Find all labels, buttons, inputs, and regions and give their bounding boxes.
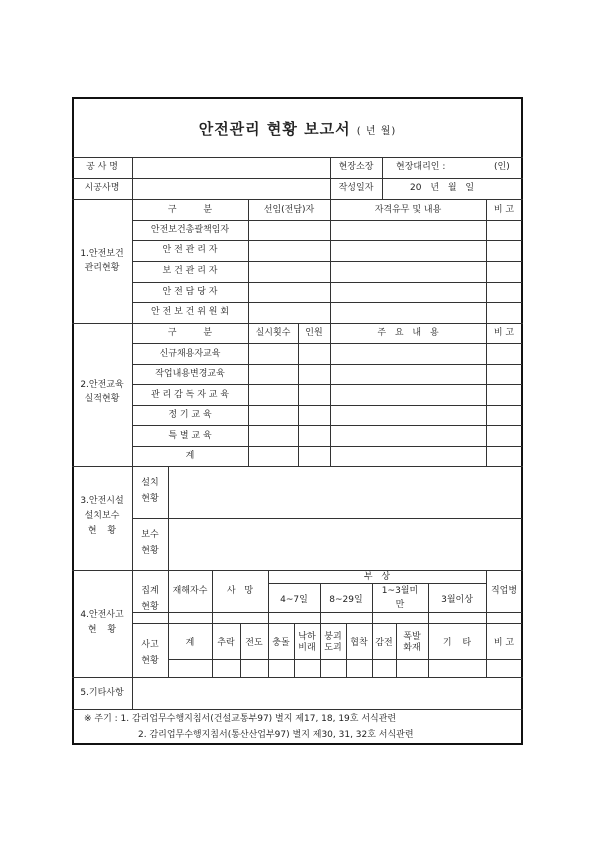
rule — [132, 220, 522, 221]
rule — [72, 466, 523, 467]
frame-bottom — [72, 743, 523, 745]
rule — [168, 623, 169, 677]
rule — [372, 623, 373, 677]
install-status-line1: 설치 — [141, 478, 159, 488]
rule — [132, 157, 133, 199]
section2-header-note: 비 고 — [493, 328, 515, 338]
section2-label-line2: 실적현황 — [84, 394, 120, 404]
repair-status-line2: 현황 — [141, 546, 159, 556]
rule — [428, 623, 429, 677]
section2-header-content: 주 요 내 용 — [377, 328, 439, 338]
accident-status-line2: 현황 — [141, 656, 159, 666]
fall-header: 추락 — [217, 638, 235, 648]
section2-label-line1: 2.안전교육 — [80, 380, 124, 390]
total-status-line2: 현황 — [141, 602, 159, 612]
date-value: 20 년 월 일 — [410, 183, 475, 193]
injury-8-29-header: 8~29일 — [329, 595, 363, 605]
rule — [298, 323, 299, 466]
rule — [132, 240, 522, 241]
section2-row: 특 별 교 육 — [168, 431, 212, 441]
section2-row: 관 리 감 독 자 교 육 — [150, 390, 230, 400]
collapse-line1: 붕괴 — [324, 632, 342, 642]
form-title-main: 안전관리 현황 보고서 — [198, 120, 351, 138]
section3-label — [72, 496, 132, 537]
section1-label-line2: 관리현황 — [84, 263, 120, 273]
frame-top — [72, 97, 523, 99]
injury-1-3m-line2: 만 — [395, 600, 405, 610]
section4-label-line1: 4.안전사고 — [80, 610, 124, 620]
section1-header-note: 비 고 — [493, 205, 515, 215]
accident-status-line1: 사고 — [141, 640, 159, 650]
section3-label-line2: 설치보수 — [84, 511, 120, 521]
rule — [132, 623, 522, 624]
rule — [268, 583, 486, 584]
section1-row: 안 전 관 리 자 — [162, 245, 218, 255]
rule — [486, 623, 487, 677]
install-status-label — [132, 478, 168, 505]
section1-row: 안 전 보 건 위 원 회 — [150, 307, 230, 317]
rule — [132, 282, 522, 283]
falling-object-header — [294, 632, 320, 654]
builder-name-label: 시공사명 — [84, 183, 120, 193]
rule — [72, 709, 523, 710]
rule — [132, 384, 522, 385]
section1-header-qualification: 자격유무 및 내용 — [374, 205, 442, 215]
rule — [268, 623, 269, 677]
frame-left — [72, 97, 74, 744]
rule — [132, 518, 522, 519]
repair-status-line1: 보수 — [141, 530, 159, 540]
section2-row-total: 계 — [185, 451, 195, 461]
explosion-header — [396, 632, 428, 654]
rule — [72, 157, 523, 158]
collision-header: 충돌 — [272, 638, 290, 648]
total-status-label — [132, 586, 168, 613]
section1-row: 보 건 관 리 자 — [162, 266, 218, 276]
site-agent-label: 현장대리인 : — [396, 162, 446, 172]
section2-label — [72, 380, 132, 405]
other-header: 기 타 — [442, 638, 472, 648]
collapse-header — [320, 632, 346, 654]
rule — [346, 623, 347, 677]
section4-label — [72, 610, 132, 636]
rule — [212, 623, 213, 677]
section4-note-header: 비 고 — [493, 638, 515, 648]
form-title-period: ( 년 월) — [356, 126, 397, 137]
section1-row: 안 전 담 당 자 — [162, 287, 218, 297]
section2-header-persons: 인원 — [305, 328, 323, 338]
rule — [240, 623, 241, 677]
repair-status-label — [132, 530, 168, 557]
total-status-line1: 집계 — [141, 586, 159, 596]
rule — [132, 405, 522, 406]
falling-object-line2: 비래 — [298, 643, 316, 653]
injury-1-3m-header — [372, 586, 428, 611]
rule — [72, 677, 523, 678]
injury-4-7-header: 4~7일 — [280, 595, 308, 605]
section2-row: 정 기 교 육 — [168, 410, 212, 420]
injury-1-3m-line1: 1~3월미 — [381, 586, 419, 596]
section3-label-line3: 현 황 — [87, 526, 117, 536]
footnote-line2: 2. 감리업무수행지침서(통산산업부97) 별지 제30, 31, 32호 서식관련 — [138, 730, 414, 740]
electric-header: 감전 — [375, 638, 393, 648]
falling-object-line1: 낙하 — [298, 632, 316, 642]
section2-header-count: 실시횟수 — [255, 328, 291, 338]
company-name-label: 공 사 명 — [86, 162, 118, 172]
section3-label-line1: 3.안전시설 — [80, 496, 124, 506]
pinch-header: 협착 — [350, 638, 368, 648]
site-manager-label: 현장소장 — [338, 162, 374, 172]
rule — [72, 570, 523, 571]
section5-label: 5.기타사항 — [80, 688, 124, 698]
total-header: 계 — [185, 638, 195, 648]
rule — [330, 323, 331, 466]
rule — [72, 199, 523, 200]
victims-header: 재해자수 — [172, 586, 208, 596]
section1-header-appointee: 선임(전담)자 — [263, 205, 315, 215]
explosion-line1: 폭발 — [403, 632, 421, 642]
rule — [132, 446, 522, 447]
section2-header-category: 구 분 — [167, 328, 213, 338]
rule — [382, 157, 383, 199]
section2-row: 신규채용자교육 — [159, 349, 221, 359]
injury-header: 부 상 — [363, 572, 391, 582]
install-status-line2: 현황 — [141, 494, 159, 504]
rule — [132, 302, 522, 303]
rule — [132, 364, 522, 365]
rule — [132, 343, 522, 344]
rule — [168, 659, 522, 660]
rule — [72, 178, 523, 179]
section1-header-category: 구 분 — [167, 205, 213, 215]
rule — [132, 612, 522, 613]
explosion-line2: 화재 — [403, 643, 421, 653]
rule — [248, 323, 249, 466]
section1-label — [72, 249, 132, 274]
section4-label-line2: 현 황 — [87, 625, 117, 635]
occupational-header: 직업병 — [490, 586, 518, 596]
rule — [132, 261, 522, 262]
death-header: 사 망 — [226, 586, 254, 596]
accident-status-label — [132, 640, 168, 667]
date-label: 작성일자 — [338, 183, 374, 193]
seal-mark: (인) — [494, 162, 510, 172]
section1-row: 안전보건총괄책임자 — [150, 225, 230, 235]
collapse-line2: 도괴 — [324, 643, 342, 653]
injury-3m-header: 3월이상 — [441, 595, 473, 605]
topple-header: 전도 — [245, 638, 263, 648]
section1-label-line1: 1.안전보건 — [80, 249, 124, 259]
rule — [486, 323, 487, 466]
rule — [132, 677, 133, 709]
rule — [132, 425, 522, 426]
section2-row: 작업내용변경교육 — [155, 369, 225, 379]
form-title — [72, 118, 523, 139]
footnote-line1: ※ 주기 : 1. 감리업무수행지침서(건설교통부97) 별지 제17, 18, 19호 서식관련 — [84, 714, 397, 724]
